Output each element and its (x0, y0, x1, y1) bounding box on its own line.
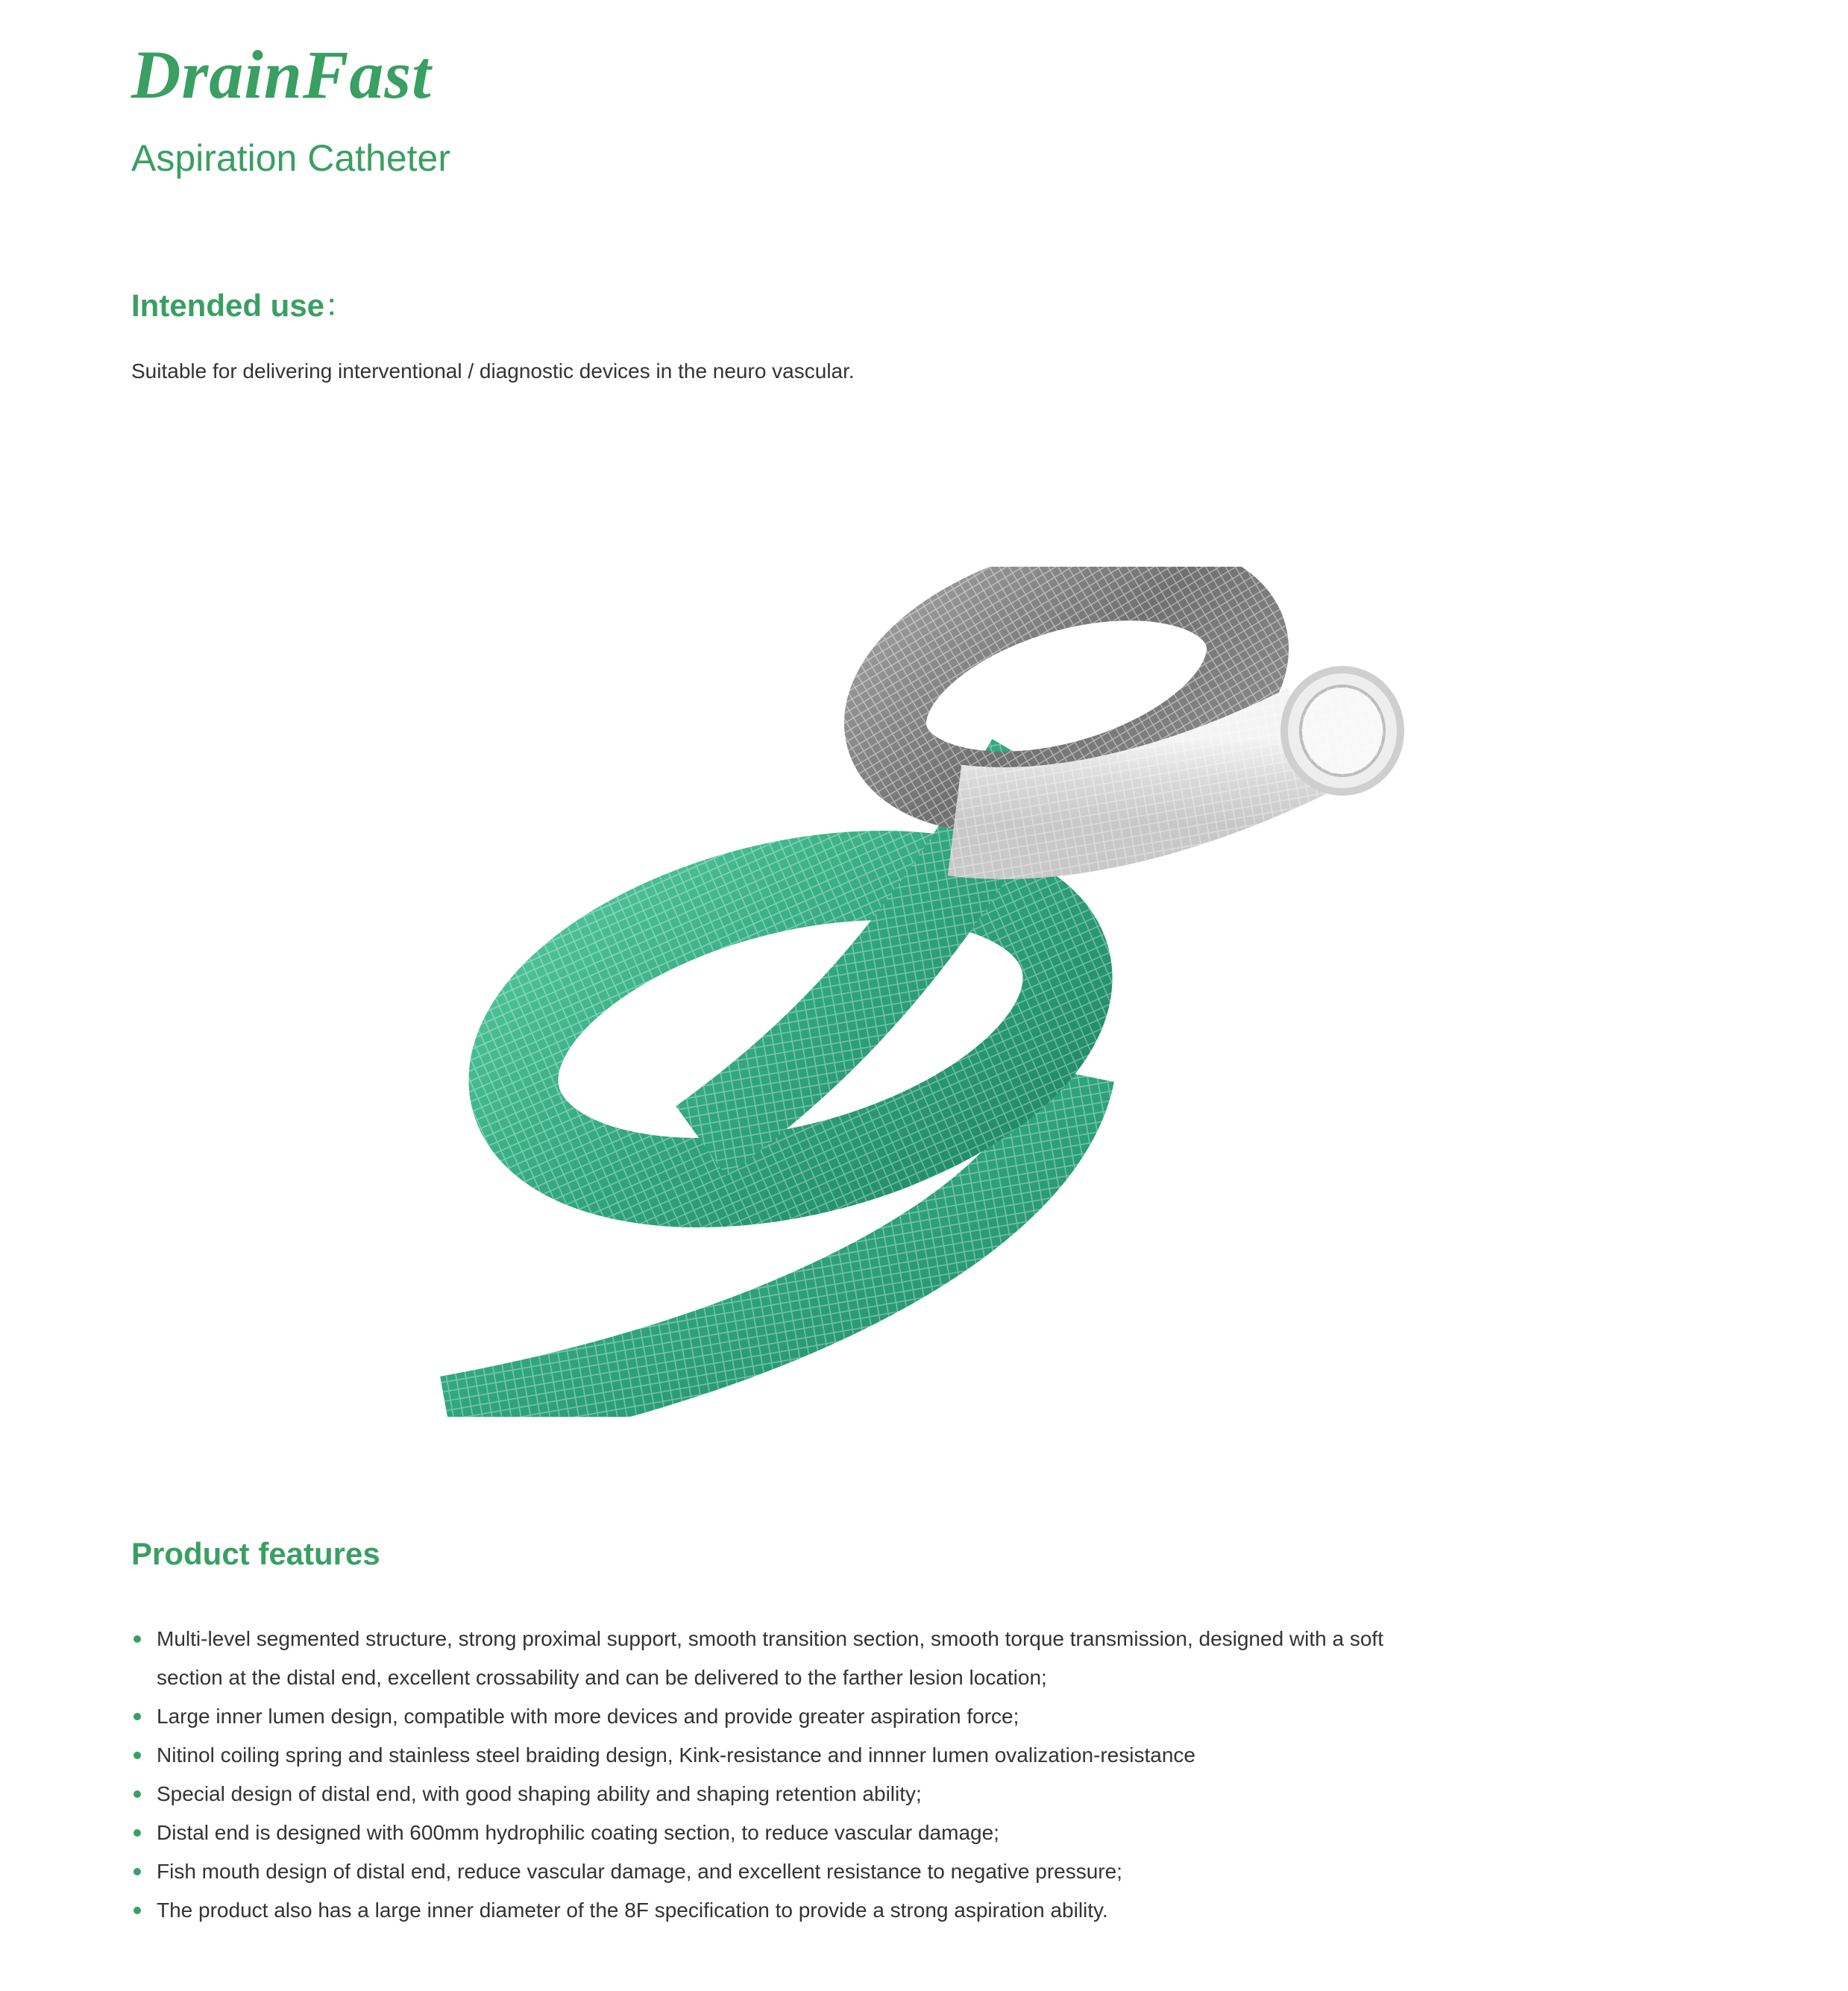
catheter-coil-illustration (313, 567, 1447, 1417)
brand-title: DrainFast (131, 37, 432, 113)
feature-item: Fish mouth design of distal end, reduce vascular damage, and excellent resistance to negative pressure; (131, 1852, 1399, 1891)
features-list (131, 1620, 1399, 1930)
intended-use-heading-text: Intended use (131, 288, 325, 323)
intended-use-text: Suitable for delivering interventional / diagnostic devices in the neuro vascular. (131, 359, 855, 383)
feature-item: Nitinol coiling spring and stainless steel braiding design, Kink-resistance and innner lumen ovalization-resistance (131, 1736, 1399, 1775)
feature-item: Multi-level segmented structure, strong proximal support, smooth transition section, smooth torque transmission, designed with a soft section at the distal end, excellent crossability and can be delivered to the farther lesion location; (131, 1620, 1399, 1697)
catheter-coil-image (313, 567, 1447, 1417)
intended-use-colon: ： (324, 288, 356, 323)
product-features-heading: Product features (131, 1536, 380, 1571)
feature-item: Special design of distal end, with good shaping ability and shaping retention ability; (131, 1775, 1399, 1814)
intended-use-heading (131, 285, 356, 327)
feature-item: The product also has a large inner diameter of the 8F specification to provide a strong aspiration ability. (131, 1891, 1399, 1930)
feature-item: Large inner lumen design, compatible with more devices and provide greater aspiration force; (131, 1697, 1399, 1736)
product-subtitle: Aspiration Catheter (131, 137, 451, 179)
feature-item: Distal end is designed with 600mm hydrophilic coating section, to reduce vascular damage; (131, 1814, 1399, 1852)
